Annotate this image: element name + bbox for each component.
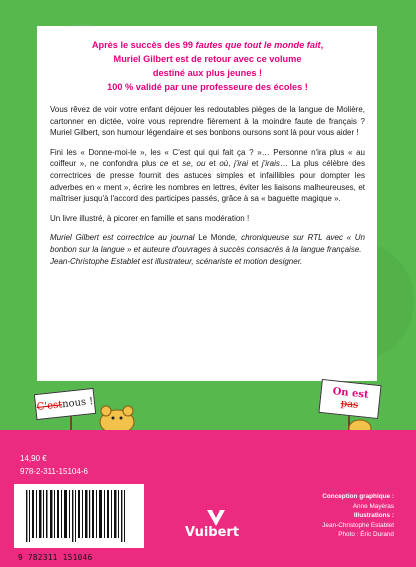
p2-italic-word: où [219,159,229,169]
author-bio-part: , chroniqueuse sur RTL avec « Un bonbon sur la langue » et auteure d'ouvrages à succès consacrés à la langue française. [50,233,365,254]
credit-illustrations-label: Illustrations : [353,512,394,520]
right-protest-sign [318,379,381,419]
illustrator-bio: Jean-Christophe Establet est illustrateur, scénariste et motion designer. [50,256,303,266]
right-gummy-bear-illustration [345,416,375,430]
intro-line1-post: , [320,40,324,50]
intro-line2: Muriel Gilbert est de retour avec ce volume [113,54,302,64]
p2-italic-word: j'irai [234,159,249,169]
p2-part: … La plus célèbre des correctrices de presse fournit des astuces simples et infaillibles pour dompter les adverbes en « ment », écrire les nombres en lettres, éviter les liaisons malheureuses, et maîtriser jusqu'à l'accord des participes passés, grâce à sa « baguette magique ». [50,159,365,204]
p2-part: , [228,159,235,169]
paragraph-3: Un livre illustré, à picorer en famille et sans modération ! [50,213,250,223]
price: 14,90 € [20,454,47,463]
p2-part: et [168,159,183,169]
intro-line4: 100 % validé par une professeure des écoles ! [107,82,308,92]
p2-italic-word: ou [196,159,206,169]
credit-design-name: Anne Mayéras [352,502,394,510]
author-bio [50,232,365,267]
newspaper-name: Le Monde [198,233,236,243]
left-gummy-bear-illustration [92,402,142,430]
barcode [14,484,144,548]
intro-blurb [50,38,365,94]
p2-part: , [190,159,197,169]
barcode-bars [14,484,144,548]
right-sign-struck-word: pas [340,398,359,411]
back-cover-text-panel [37,26,377,381]
barcode-digits: 9 782311 151046 [18,553,93,562]
credit-design-label: Conception graphique : [322,493,394,500]
p2-part: et [205,159,220,169]
paragraph-2 [50,147,365,205]
intro-line1-pre: Après le succès des 99 [91,40,196,50]
credits [274,492,394,540]
publisher-logo: Vuibert [185,525,240,540]
p2-part: et [248,159,262,169]
intro-line3: destiné aux plus jeunes ! [152,68,263,78]
p2-italic-word: se [182,159,191,169]
left-sign-text: nous ! [61,395,94,410]
credit-illustrations-name: Jean-Christophe Establet [322,521,394,529]
paragraph-1: Vous rêvez de voir votre enfant déjouer les redoutables pièges de la langue de Molière, cartonner en dictée, voire vous reprendre fièrement à la moindre faute de français ? Muriel Gilbert, son humour légendaire et ses bonbons oursons sont là pour vous aider ! [50,105,365,138]
p2-part: Fini les « Donne-moi-le », les « C'est qui qui fait ça ? »… Personne n'ira plus « au coiffeur », ne confondra plus [50,147,365,169]
p2-italic-word: j'irais [261,159,280,169]
p2-italic-word: ce [159,159,169,169]
isbn: 978-2-311-15104-6 [20,467,88,476]
credit-photo: Photo : Éric Durand [338,531,394,539]
right-sign-line1: On est [332,386,370,401]
left-sign-struck-word: C'est [36,398,63,413]
author-bio-part: Muriel Gilbert est correctrice au journal [50,233,199,243]
intro-line1-italic: fautes que tout le monde fait [195,40,321,50]
